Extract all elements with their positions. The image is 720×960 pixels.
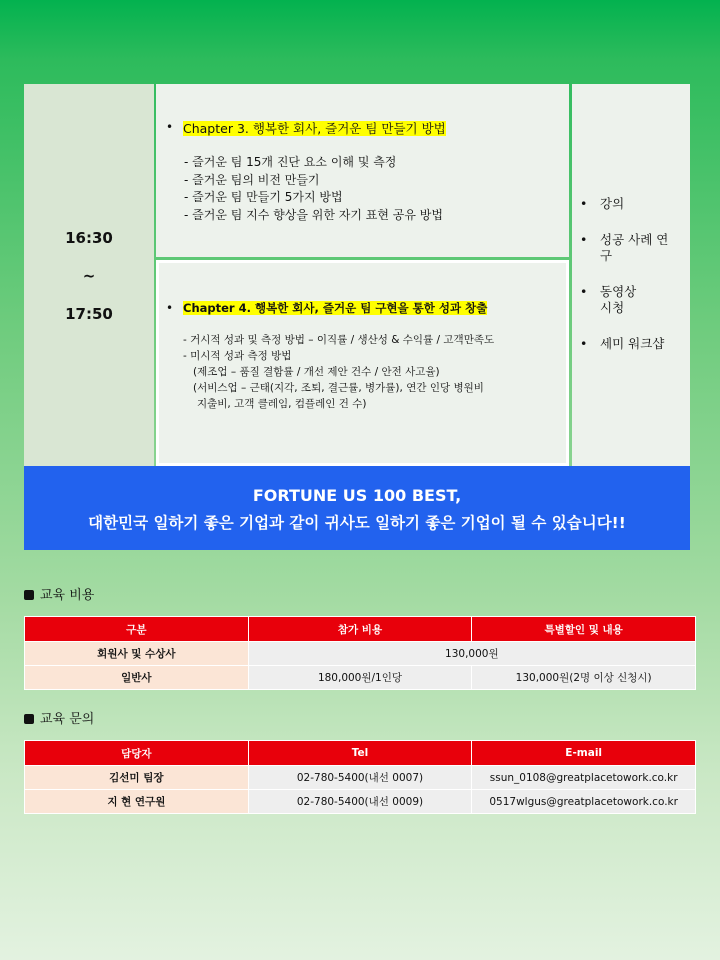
contact-email: ssun_0108@greatplacetowork.co.kr: [472, 766, 696, 790]
chapter3-item: - 즐거운 팀의 비전 만들기: [184, 172, 320, 187]
contact-table: [24, 740, 696, 814]
table-row: [25, 666, 696, 690]
contact-tel: 02-780-5400(내선 0007): [248, 766, 472, 790]
chapter3-item: - 즐거운 팀 지수 향상을 위한 자기 표현 공유 방법: [184, 207, 443, 222]
square-bullet-icon: [24, 590, 34, 600]
banner-line2: 대한민국 일하기 좋은 기업과 같이 귀사도 일하기 좋은 기업이 될 수 있습니다!!: [88, 514, 626, 532]
table-header: E-mail: [472, 741, 696, 766]
chapter4-item: (제조업 – 품질 결함률 / 개선 제안 건수 / 안전 사고율): [193, 366, 440, 378]
chapter3-item: - 즐거운 팀 15개 진단 요소 이해 및 측정: [184, 155, 397, 169]
table-row: [25, 766, 696, 790]
time-cell: [24, 84, 154, 466]
chapter3-title: Chapter 3. 행복한 회사, 즐거운 팀 만들기 방법: [183, 121, 446, 136]
table-header: 담당자: [25, 741, 249, 766]
discount-cell: 130,000원(2명 이상 신청시): [472, 666, 696, 690]
table-header: 특별할인 및 내용: [472, 617, 696, 642]
table-header-row: [25, 617, 696, 642]
contact-name: 지 현 연구원: [25, 790, 249, 814]
table-header: 참가 비용: [248, 617, 472, 642]
contact-section-title: 교육 문의: [24, 708, 94, 727]
bullet: •: [166, 120, 174, 134]
chapter4-item: - 미시적 성과 측정 방법: [183, 350, 292, 362]
table-row: [25, 790, 696, 814]
chapter4-cell: [156, 260, 569, 466]
table-header: 구분: [25, 617, 249, 642]
schedule-table: [24, 84, 690, 466]
promo-banner: [24, 466, 690, 550]
chapter4-item: (서비스업 – 근태(지각, 조퇴, 결근률, 병가률), 연간 인당 병원비: [193, 382, 484, 394]
chapter3-cell: [156, 84, 569, 257]
chapter3-item: - 즐거운 팀 만들기 5가지 방법: [184, 190, 343, 204]
chapter4-title: Chapter 4. 행복한 회사, 즐거운 팀 구현을 통한 성과 창출: [183, 301, 488, 315]
table-row: [25, 642, 696, 666]
bullet: •: [166, 301, 174, 315]
time-start: 16:30: [65, 229, 113, 247]
method-cell: • 강의 • 성공 사례 연구 • 동영상 시청 • 세미 워크샵: [572, 84, 690, 466]
banner-line1: FORTUNE US 100 BEST,: [252, 486, 462, 505]
table-header-row: [25, 741, 696, 766]
contact-tel: 02-780-5400(내선 0009): [248, 790, 472, 814]
fee-cell: 130,000원: [248, 642, 695, 666]
row-label: 일반사: [25, 666, 249, 690]
chapter4-item: 지출비, 고객 클레임, 컴플레인 건 수): [197, 398, 367, 410]
fee-cell: 180,000원/1인당: [248, 666, 472, 690]
row-label: 회원사 및 수상사: [25, 642, 249, 666]
time-separator: ~: [82, 267, 96, 285]
cost-table: [24, 616, 696, 690]
chapter4-item: - 거시적 성과 및 측정 방법 – 이직률 / 생산성 & 수익률 / 고객만족도: [183, 334, 495, 346]
time-end: 17:50: [65, 305, 113, 323]
contact-name: 김선미 팀장: [25, 766, 249, 790]
cost-section-title: 교육 비용: [24, 584, 94, 603]
contact-email: 0517wlgus@greatplacetowork.co.kr: [472, 790, 696, 814]
table-header: Tel: [248, 741, 472, 766]
square-bullet-icon: [24, 714, 34, 724]
